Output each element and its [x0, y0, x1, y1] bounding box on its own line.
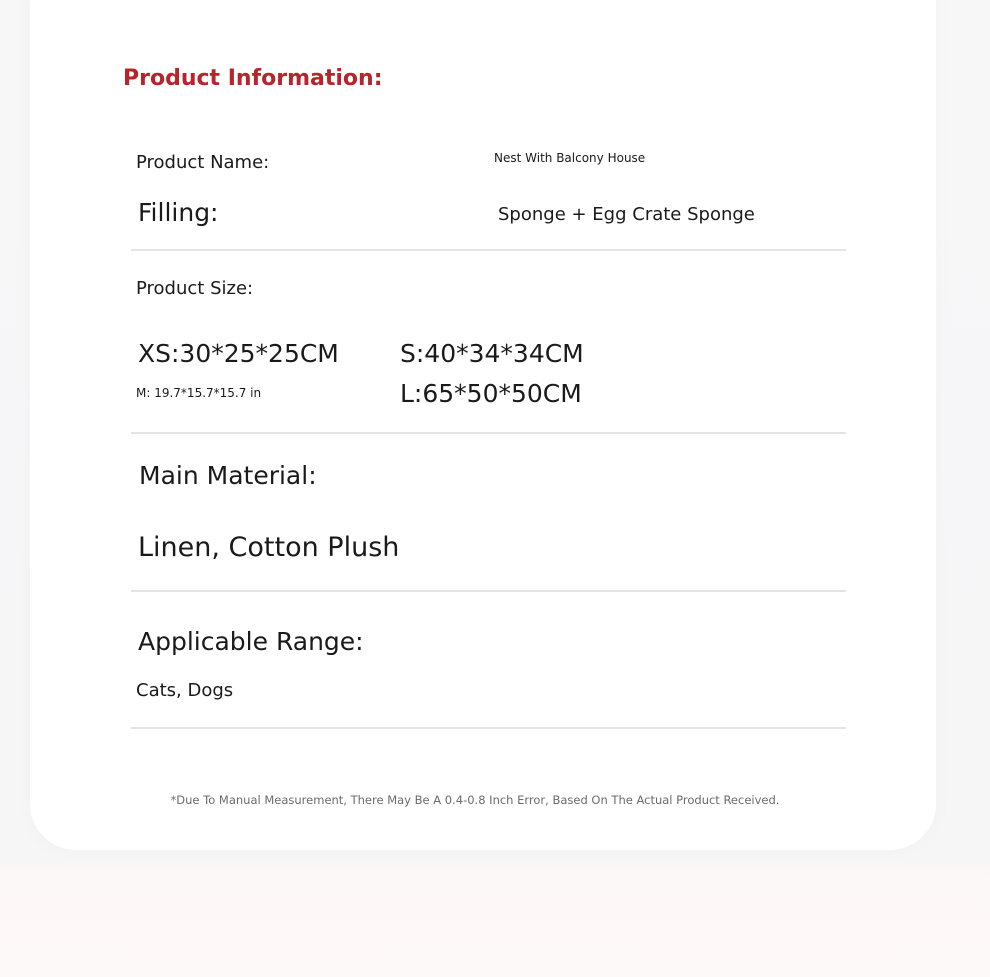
product-name-value: Nest With Balcony House	[494, 151, 646, 165]
divider	[131, 590, 846, 592]
main-material-value: Linen, Cotton Plush	[138, 532, 400, 563]
applicable-range-label: Applicable Range:	[138, 627, 364, 656]
main-material-label: Main Material:	[139, 461, 317, 490]
applicable-range-value: Cats, Dogs	[136, 680, 234, 701]
divider	[131, 249, 846, 251]
filling-value: Sponge + Egg Crate Sponge	[498, 204, 755, 225]
divider	[131, 432, 846, 434]
divider	[131, 727, 846, 729]
filling-label: Filling:	[138, 198, 219, 227]
size-l: L:65*50*50CM	[400, 379, 582, 408]
info-card	[30, 0, 936, 850]
size-xs: XS:30*25*25CM	[138, 339, 339, 368]
product-size-label: Product Size:	[136, 278, 254, 299]
size-m: M: 19.7*15.7*15.7 in	[136, 386, 262, 400]
product-name-label: Product Name:	[136, 152, 270, 173]
measurement-note: *Due To Manual Measurement, There May Be A 0.4-0.8 Inch Error, Based On The Actual Product Received.	[170, 793, 780, 807]
section-title: Product Information:	[123, 66, 383, 91]
size-s: S:40*34*34CM	[400, 339, 584, 368]
